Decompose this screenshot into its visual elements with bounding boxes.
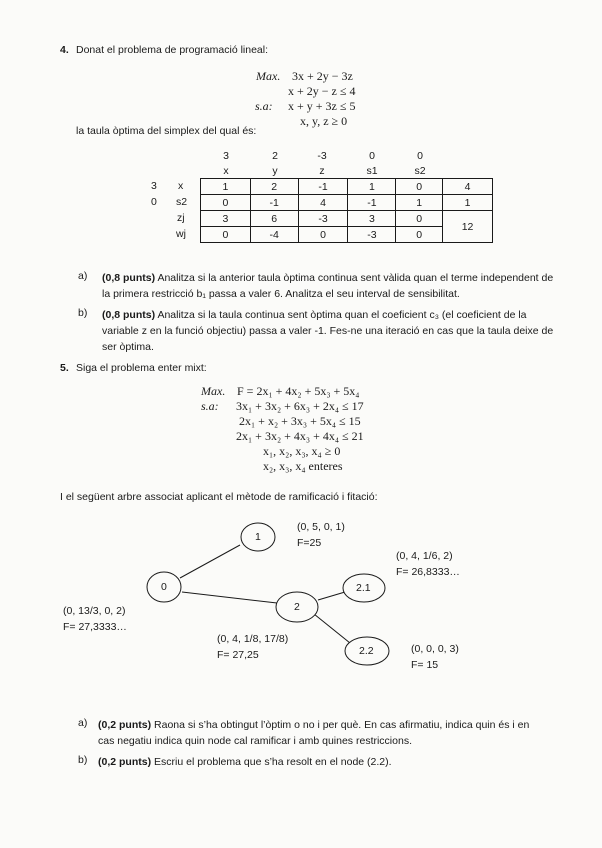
table-cell: 1: [348, 179, 396, 195]
node-1-value: F=25: [297, 537, 322, 549]
table-cell: 0: [396, 179, 443, 195]
cost-x: 3: [223, 150, 229, 162]
st-label-5: s.a:: [201, 399, 219, 413]
var-s2: s2: [414, 165, 426, 177]
node-2-2-label: 2.2: [359, 645, 374, 657]
table-cell: 0: [201, 195, 251, 211]
node-2-2-value: F= 15: [411, 659, 439, 671]
table-cell: 1: [201, 179, 251, 195]
edge-2-2.1: [318, 592, 345, 600]
table-cell: 2: [250, 179, 298, 195]
node-2-solution: (0, 4, 1/8, 17/8): [217, 633, 289, 645]
problem-5-statement: Siga el problema enter mixt:: [76, 362, 207, 374]
problem-4-number: 4.: [60, 44, 69, 56]
node-2-1-value: F= 26,8333…: [396, 566, 460, 578]
q4a-letter: a): [78, 270, 88, 282]
edge-0-1: [180, 545, 240, 578]
cost-y: 2: [272, 150, 278, 162]
q5b-points: (0,2 punts): [98, 756, 152, 768]
q4a-body: Analitza si la anterior taula òptima continua sent vàlida quan el terme independent de la primera restricció b₁ passa a valer 6. Analitza el seu interval de sensibilitat.: [102, 272, 554, 300]
node-2-1-label: 2.1: [356, 582, 371, 594]
var-x: x: [223, 165, 229, 177]
table-cell: 0: [298, 227, 348, 243]
basis-cost-1: 3: [151, 180, 157, 192]
max-label: Max.: [256, 69, 281, 83]
q4a-points: (0,8 punts): [102, 272, 156, 284]
objective-function: 3x + 2y − 3z: [292, 69, 353, 83]
q5b-body: Escriu el problema que s’ha resolt en el node (2.2).: [154, 756, 392, 768]
objective-function-5: F = 2x₁ + 4x₂ + 5x₃ + 5x₄: [237, 384, 360, 398]
cost-s1: 0: [369, 150, 375, 162]
node-2-1-solution: (0, 4, 1/6, 2): [396, 550, 453, 562]
row-label-s2: s2: [176, 196, 188, 208]
table-cell: -1: [298, 179, 348, 195]
constraint-5-1: 3x₁ + 3x₂ + 6x₃ + 2x₄ ≤ 17: [236, 399, 364, 413]
var-s1: s1: [366, 165, 378, 177]
max-label-5: Max.: [201, 384, 226, 398]
rhs-cell: 1: [443, 195, 493, 211]
cost-z: -3: [317, 150, 327, 162]
basis-cost-2: 0: [151, 196, 157, 208]
table-cell: 4: [298, 195, 348, 211]
q5b-letter: b): [78, 754, 88, 766]
node-0-label: 0: [161, 581, 167, 593]
constraint-2: x + y + 3z ≤ 5: [288, 99, 356, 113]
q5a-letter: a): [78, 717, 88, 729]
table-cell: 1: [396, 195, 443, 211]
constraint-nonneg: x, y, z ≥ 0: [300, 114, 348, 128]
q5b-text: [98, 754, 548, 770]
st-label: s.a:: [255, 99, 273, 113]
table-cell: 0: [201, 227, 251, 243]
var-z: z: [319, 165, 325, 177]
table-cell: -1: [348, 195, 396, 211]
table-cell: 6: [250, 211, 298, 227]
q5a-body: Raona si s’ha obtingut l’òptim o no i per què. En cas afirmatiu, indica quin és i en cas negatiu indica quin node cal ramificar i amb quines restriccions.: [98, 719, 530, 747]
table-cell: -1: [250, 195, 298, 211]
row-label-wj: wj: [176, 228, 186, 240]
rhs-cell: 4: [443, 179, 493, 195]
table-cell: 3: [201, 211, 251, 227]
constraint-1: x + 2y − z ≤ 4: [288, 84, 356, 98]
constraint-5-2: 2x₁ + x₂ + 3x₃ + 5x₄ ≤ 15: [239, 414, 361, 428]
edge-0-2: [182, 592, 277, 603]
table-cell: -3: [298, 211, 348, 227]
node-2-value: F= 27,25: [217, 649, 259, 661]
q5a-text: [98, 717, 548, 749]
node-0-value: F= 27,3333…: [63, 621, 127, 633]
node-2-label: 2: [294, 601, 300, 613]
q5a-points: (0,2 punts): [98, 719, 152, 731]
q4b-letter: b): [78, 307, 88, 319]
objective-value-cell: 12: [443, 211, 493, 243]
var-y: y: [272, 165, 278, 177]
constraint-5-integer: x₂, x₃, x₄ enteres: [263, 459, 343, 473]
table-cell: 0: [396, 227, 443, 243]
node-1-solution: (0, 5, 0, 1): [297, 521, 345, 533]
q4b-points: (0,8 punts): [102, 309, 156, 321]
node-1-label: 1: [255, 531, 261, 543]
table-cell: -4: [250, 227, 298, 243]
cost-s2: 0: [417, 150, 423, 162]
edge-2-2.2: [314, 614, 350, 643]
row-label-x: x: [178, 180, 184, 192]
node-0-solution: (0, 13/3, 0, 2): [63, 605, 126, 617]
constraint-5-3: 2x₁ + 3x₂ + 4x₃ + 4x₄ ≤ 21: [236, 429, 364, 443]
node-2-2-solution: (0, 0, 0, 3): [411, 643, 459, 655]
table-cell: -3: [348, 227, 396, 243]
table-cell: 0: [396, 211, 443, 227]
problem-4-statement: Donat el problema de programació lineal:: [76, 44, 269, 56]
tree-intro: I el següent arbre associat aplicant el mètode de ramificació i fitació:: [60, 491, 378, 503]
constraint-5-nonneg: x₁, x₂, x₃, x₄ ≥ 0: [263, 444, 341, 458]
q4b-body: Analitza si la taula continua sent òptima quan el coeficient c₃ (el coeficient de la variable z en la funció objectiu) passa a valer -1. Fes-ne una iteració en cas que la taula deixe de ser òptima.: [102, 309, 554, 353]
row-label-zj: zj: [177, 212, 185, 224]
problem-5-number: 5.: [60, 362, 69, 374]
table-intro: la taula òptima del simplex del qual és:: [76, 125, 257, 137]
table-cell: 3: [348, 211, 396, 227]
